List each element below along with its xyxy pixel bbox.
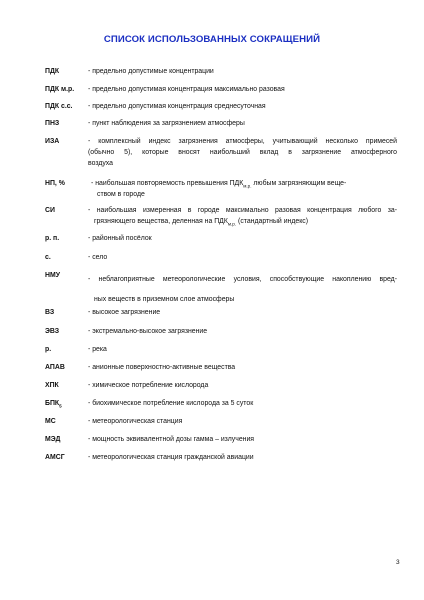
abbreviation-definition: [88, 398, 397, 409]
definition-line: ных веществ в приземном слое атмосферы: [94, 296, 235, 303]
abbreviation-term: НМУ: [45, 272, 61, 279]
definition-line: - районный посёлок: [88, 235, 152, 242]
page-title: СПИСОК ИСПОЛЬЗОВАННЫХ СОКРАЩЕНИЙ: [103, 34, 321, 45]
definition-line: (обычно 5), которые вносят наибольший вклад в загрязнение атмосферного: [88, 149, 397, 156]
definition-line: грязняющего вещества, деленная на $ПДК_{м.р.}$ (стандартный индекс): [94, 218, 309, 227]
abbreviation-term: ИЗА: [45, 138, 60, 145]
definition-line: ством в городе: [97, 191, 145, 198]
abbreviation-definition: [88, 136, 397, 169]
page-number: 3: [396, 559, 400, 566]
abbreviation-term: ПНЗ: [45, 120, 60, 127]
definition-line: - высокое загрязнение: [88, 309, 161, 316]
abbreviation-definition: [88, 326, 397, 337]
abbreviation-definition: [88, 307, 397, 318]
abbreviation-term: ЭВЗ: [45, 328, 60, 335]
definition-line: - предельно допустимая концентрация среднесуточная: [88, 103, 266, 110]
abbreviation-term: АПАВ: [45, 364, 65, 371]
definition-line: - село: [88, 254, 108, 261]
definition-line: - комплексный индекс загрязнения атмосферы, учитывающий несколько примесей: [88, 138, 397, 145]
definition-line: - предельно допустимая концентрация максимально разовая: [88, 86, 285, 93]
definition-line: - химическое потребление кислорода: [88, 382, 209, 389]
definition-line: - неблагоприятные метеорологические условия, способствующие накоплению вред-: [88, 276, 397, 283]
abbreviation-term: СИ: [45, 207, 55, 214]
definition-line: - наибольшая повторяемость превышения $ПДК_{м.р.}$ любым загрязняющим веще-: [91, 180, 347, 189]
definition-line: - предельно допустимые концентрации: [88, 68, 214, 75]
abbreviation-definition: [88, 452, 397, 463]
abbreviation-definition: [88, 84, 397, 95]
abbreviation-definition: [88, 233, 397, 244]
definition-line: - река: [88, 346, 107, 353]
definition-line: - пункт наблюдения за загрязнением атмосферы: [88, 120, 245, 127]
abbreviation-definition: [88, 101, 397, 112]
abbreviation-term: р. п.: [45, 235, 60, 242]
abbreviation-definition: [91, 178, 397, 200]
abbreviation-term: ВЗ: [45, 309, 55, 316]
definition-line: - экстремально-высокое загрязнение: [88, 328, 208, 335]
abbreviation-definition: [88, 270, 397, 310]
definition-line: - наибольшая измеренная в городе максимально разовая концентрация любого за-: [88, 207, 397, 214]
abbreviation-term: ПДК м.р.: [45, 86, 75, 93]
abbreviation-term: ХПК: [45, 382, 59, 389]
abbreviation-term: р.: [45, 346, 52, 353]
abbreviation-term: МС: [45, 418, 56, 425]
definition-line: - анионные поверхностно-активные вещества: [88, 364, 236, 371]
definition-line: - метеорологическая станция: [88, 418, 183, 425]
abbreviation-definition: [88, 344, 397, 355]
definition-line: - биохимическое потребление кислорода за 5 суток: [88, 400, 254, 407]
abbreviation-term: НП, %: [45, 180, 65, 187]
abbreviation-term: ПДК с.с.: [45, 103, 73, 110]
definition-line: воздуха: [88, 160, 114, 167]
abbreviation-definition: [88, 205, 397, 227]
abbreviation-term: МЭД: [45, 436, 61, 443]
abbreviation-definition: [88, 434, 397, 445]
abbreviation-term: с.: [45, 254, 51, 261]
definition-line: - метеорологическая станция гражданской авиации: [88, 454, 254, 461]
abbreviation-definition: [88, 362, 397, 373]
abbreviation-term: ПДК: [45, 68, 60, 75]
abbreviation-definition: [88, 118, 397, 129]
abbreviation-term: АМСГ: [45, 454, 65, 461]
abbreviation-definition: [88, 380, 397, 391]
abbreviation-definition: [88, 66, 397, 77]
abbreviation-definition: [88, 416, 397, 427]
abbreviation-term: $БПК_5$: [45, 400, 62, 409]
abbreviation-definition: [88, 252, 397, 263]
definition-line: - мощность эквивалентной дозы гамма – излучения: [88, 436, 255, 443]
